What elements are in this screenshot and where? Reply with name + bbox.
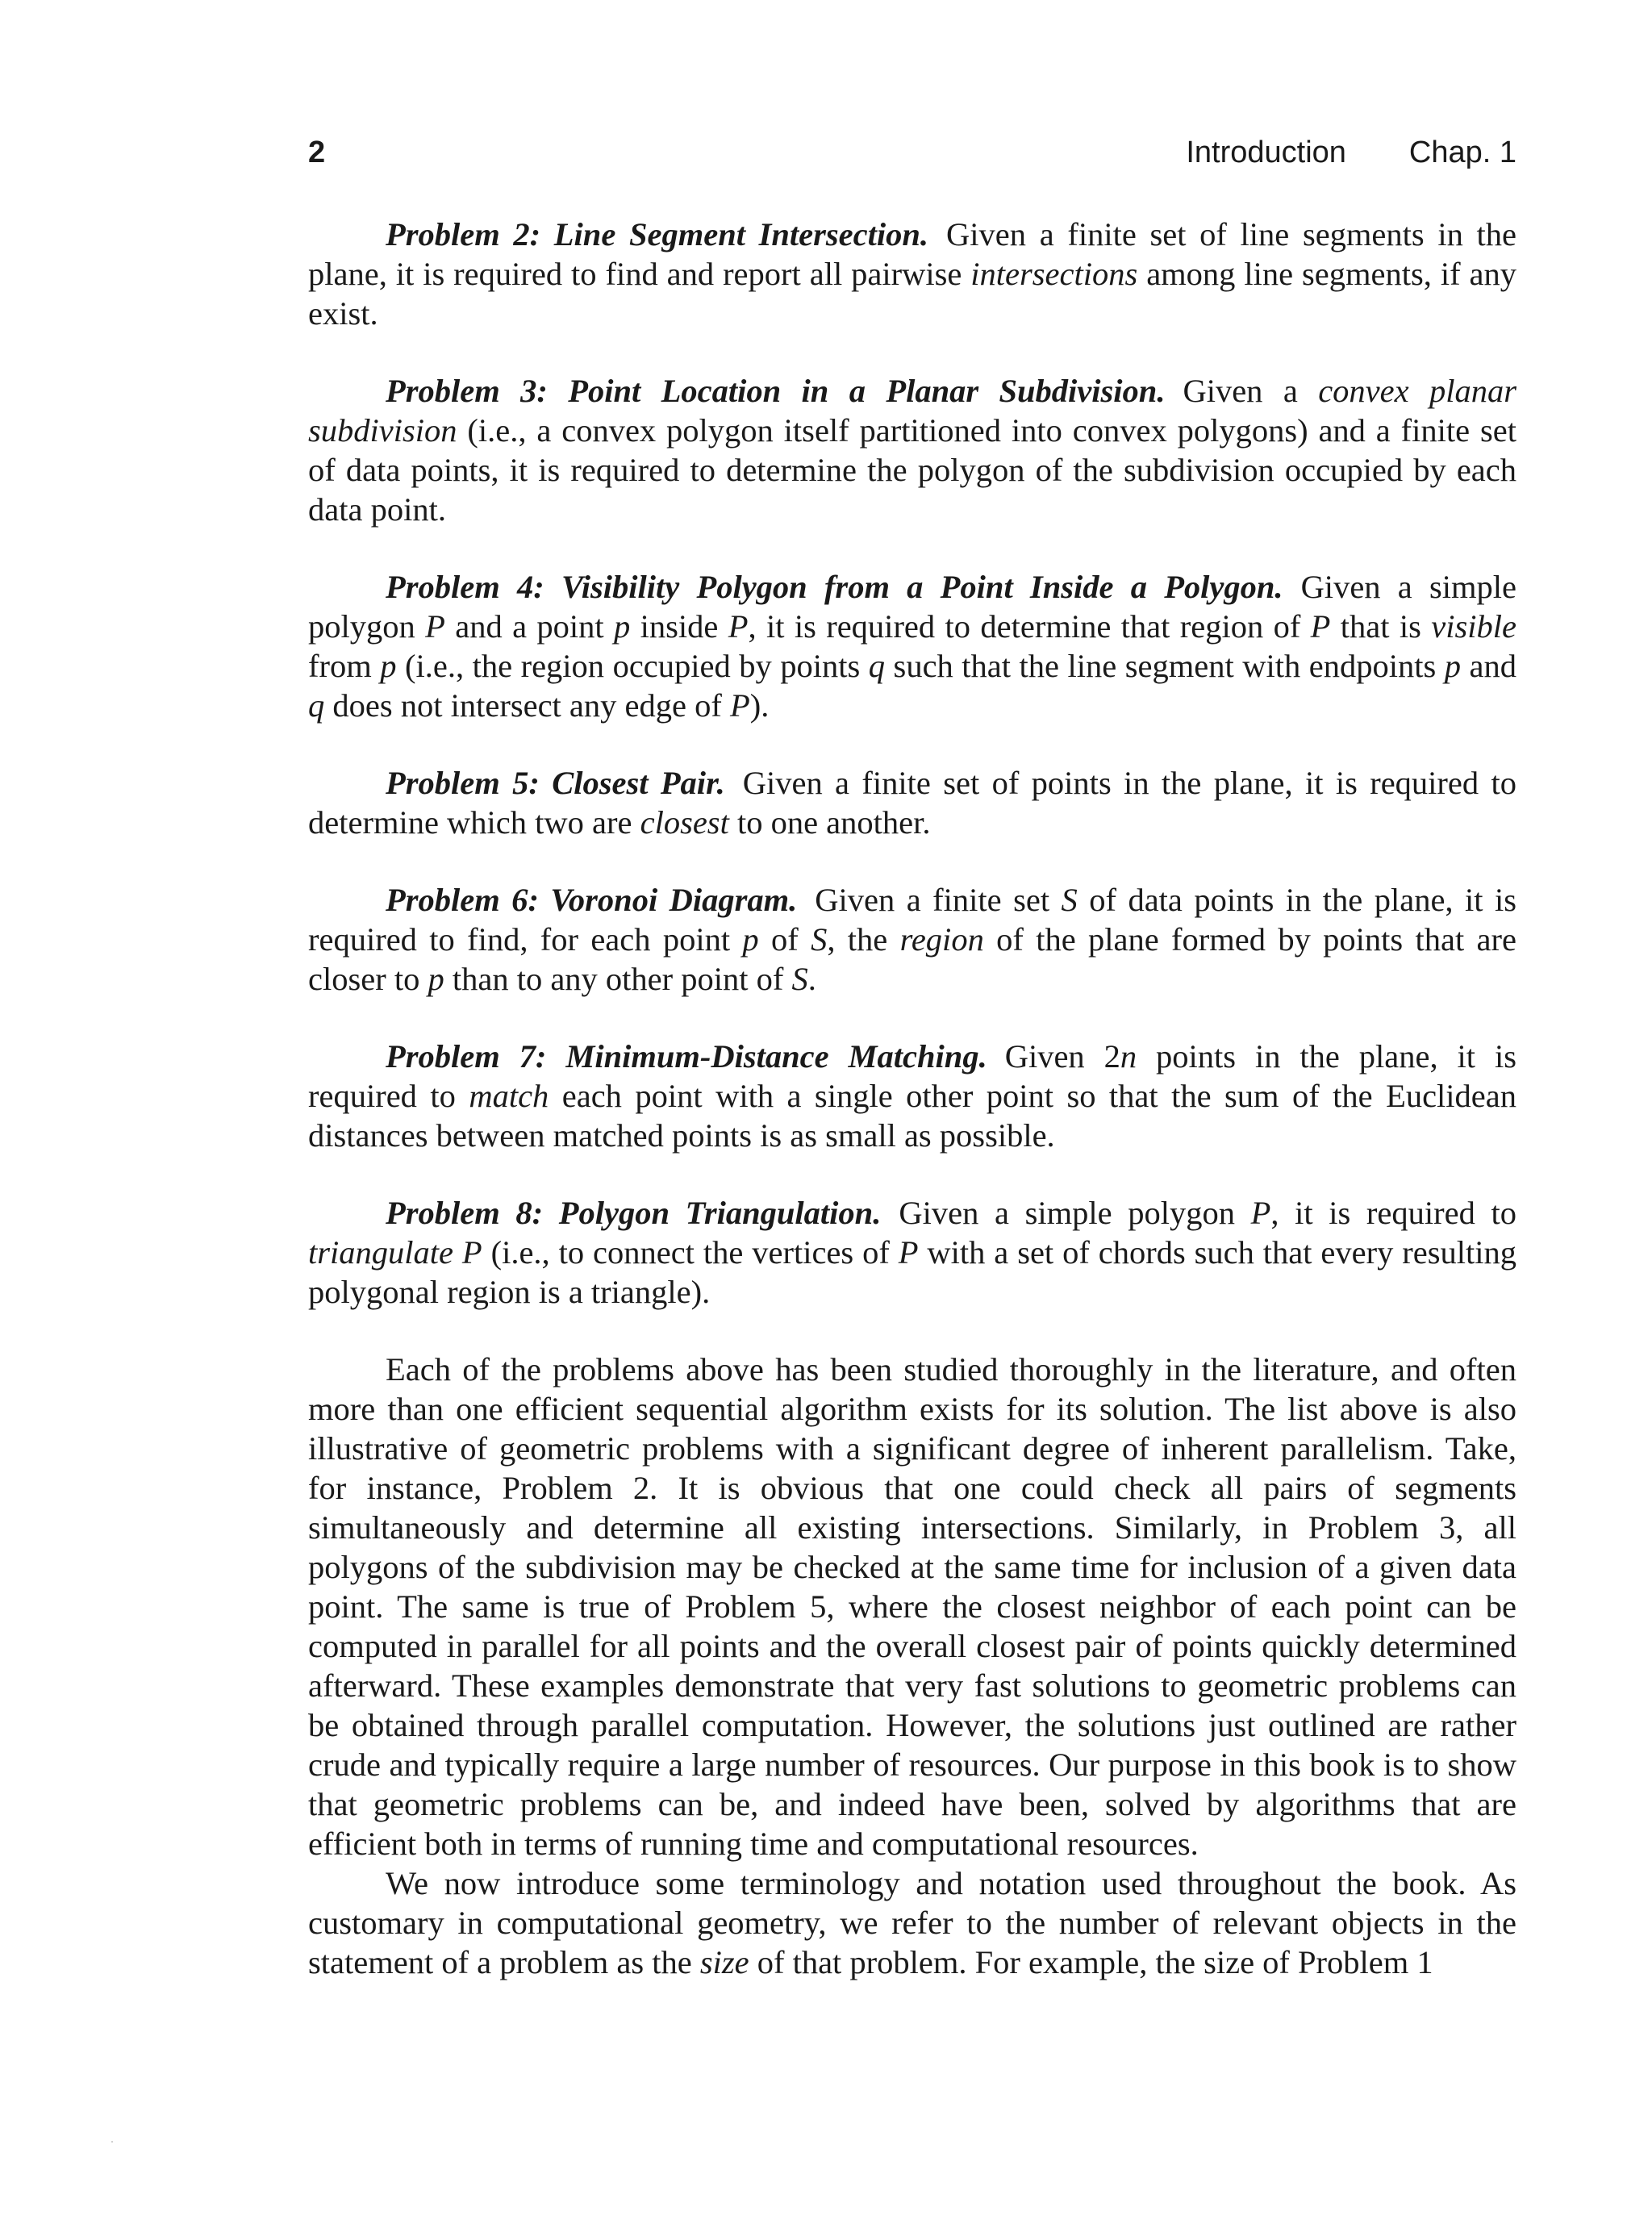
math-var: P — [729, 687, 750, 724]
running-head-chapter: Chap. 1 — [1408, 136, 1516, 169]
problem-8-text: with a set of chords such that every resulting polygonal region is a triangle). — [308, 1234, 1517, 1310]
scan-speck — [111, 2141, 113, 2143]
problem-6-text: of data points in the plane, it is required to find, for each point — [308, 882, 1516, 958]
emphasis: intersections — [970, 256, 1138, 292]
body-paragraph-1: Each of the problems above has been studied thoroughly in the literature, and often more than one efficient sequential algorithm exists for its solution. The list above is also illustrative of geometric problems with a significant degree of inherent parallelism. Take, for instance, Problem 2. It is obvious that one could check all pairs of segments simultaneously and determine all existing intersections. Similarly, in Problem 3, all polygons of the subdivision may be checked at the same time for inclusion of a given data point. The same is true of Problem 5, where the closest neighbor of each point can be computed in parallel for all points and the overall closest pair of points quickly determined afterward. These examples demonstrate that very fast solutions to geometric problems can be obtained through parallel computation. However, the solutions just outlined are rather crude and typically require a large number of resources. Our purpose in this book is to show that geometric problems can be, and indeed have been, solved by algorithms that are efficient both in terms of running time and computational resources. — [308, 1351, 1516, 1862]
problem-4-text: that is — [1330, 608, 1432, 645]
math-var: P — [898, 1234, 919, 1271]
problem-6-text: of — [758, 921, 811, 958]
problem-8-text: (i.e., to connect the vertices of — [482, 1234, 899, 1271]
problem-3-title: Problem 3: Point Location in a Planar Subdivision. — [386, 373, 1166, 409]
problem-6-text: . — [807, 961, 816, 997]
page-body — [308, 215, 1516, 1982]
running-head — [1186, 136, 1516, 170]
problem-4-text: (i.e., the region occupied by points — [396, 648, 869, 684]
math-var: n — [1120, 1038, 1137, 1075]
problem-4-text: and — [1461, 648, 1517, 684]
paragraph-2-text: of that problem. For example, the size of Problem 1 — [749, 1944, 1433, 1980]
problem-6-text: of the plane formed by points that are closer to — [308, 921, 1516, 997]
problem-5-text: to one another. — [728, 804, 931, 841]
body-paragraph-2 — [308, 1863, 1516, 1982]
emphasis: match — [469, 1078, 549, 1114]
problem-5-title: Problem 5: Closest Pair. — [386, 765, 725, 801]
problem-6-text: , the — [827, 921, 900, 958]
problem-4-text: and a point — [444, 608, 615, 645]
problem-4-text: from — [308, 648, 381, 684]
math-var: P — [1250, 1195, 1271, 1231]
problem-8-text: , it is required to — [1270, 1195, 1516, 1231]
emphasis: convex planar subdivision — [308, 373, 1516, 449]
paragraph-2-text: We now introduce some terminology and notation used throughout the book. As customary in computational geometry, we refer to the number of relevant objects in the statement of a problem as the — [308, 1865, 1516, 1980]
math-var: p — [428, 961, 444, 997]
running-head-section: Introduction — [1186, 136, 1346, 169]
problem-4-title: Problem 4: Visibility Polygon from a Point Inside a Polygon. — [386, 569, 1283, 605]
math-var: S — [791, 961, 808, 997]
math-var: p — [742, 921, 759, 958]
math-var: S — [1061, 882, 1078, 918]
page-header — [308, 136, 1516, 181]
problem-3-text: Given a — [1183, 373, 1319, 409]
problem-2 — [308, 215, 1516, 333]
math-var: P — [728, 608, 749, 645]
problem-8-text: Given a simple polygon — [899, 1195, 1251, 1231]
math-var: q — [308, 687, 325, 724]
problem-3-text: (i.e., a convex polygon itself partitioned into convex polygons) and a finite set of data points, it is required to determine the polygon of the subdivision occupied by each data point. — [308, 412, 1516, 528]
emphasis: triangulate — [308, 1234, 453, 1271]
problem-4-text: inside — [630, 608, 728, 645]
problem-8 — [308, 1193, 1516, 1312]
problem-7 — [308, 1037, 1516, 1155]
math-var: P — [425, 608, 445, 645]
problem-4-text: such that the line segment with endpoints — [885, 648, 1445, 684]
problem-2-text: among line segments, if any exist. — [308, 256, 1516, 332]
problem-6-title: Problem 6: Voronoi Diagram. — [386, 882, 798, 918]
page-number: 2 — [308, 136, 326, 169]
problem-6-text: than to any other point of — [444, 961, 792, 997]
problem-5-text: Given a finite set of points in the plane, it is required to determine which two are — [308, 765, 1516, 841]
problem-4-text: ). — [749, 687, 770, 724]
math-var: P — [1310, 608, 1331, 645]
problem-4-text: Given a simple polygon — [308, 569, 1516, 645]
problem-2-title: Problem 2: Line Segment Intersection. — [386, 216, 929, 252]
math-var: P — [461, 1234, 482, 1271]
problem-7-text: each point with a single other point so that the sum of the Euclidean distances between matched points is as small as possible. — [308, 1078, 1516, 1154]
problem-5 — [308, 763, 1516, 842]
problem-7-text: Given 2 — [1004, 1038, 1120, 1075]
math-var: p — [614, 608, 631, 645]
problem-7-title: Problem 7: Minimum-Distance Matching. — [386, 1038, 987, 1075]
emphasis: size — [699, 1944, 749, 1980]
problem-2-text: Given a finite set of line segments in the plane, it is required to find and report all pairwise — [308, 216, 1516, 292]
emphasis: visible — [1431, 608, 1516, 645]
problem-8-title: Problem 8: Polygon Triangulation. — [386, 1195, 882, 1231]
math-var: p — [380, 648, 397, 684]
math-var: q — [868, 648, 886, 684]
emphasis: region — [899, 921, 984, 958]
problem-3 — [308, 371, 1516, 529]
problem-6-text: Given a finite set — [815, 882, 1062, 918]
problem-7-text: points in the plane, it is required to — [308, 1038, 1516, 1114]
math-var: p — [1444, 648, 1462, 684]
problem-4-text: does not intersect any edge of — [324, 687, 730, 724]
problem-8-text — [453, 1234, 462, 1271]
emphasis: closest — [640, 804, 729, 841]
problem-6 — [308, 880, 1516, 999]
math-var: S — [811, 921, 828, 958]
problem-4 — [308, 567, 1516, 725]
problem-4-text: , it is required to determine that region of — [748, 608, 1311, 645]
